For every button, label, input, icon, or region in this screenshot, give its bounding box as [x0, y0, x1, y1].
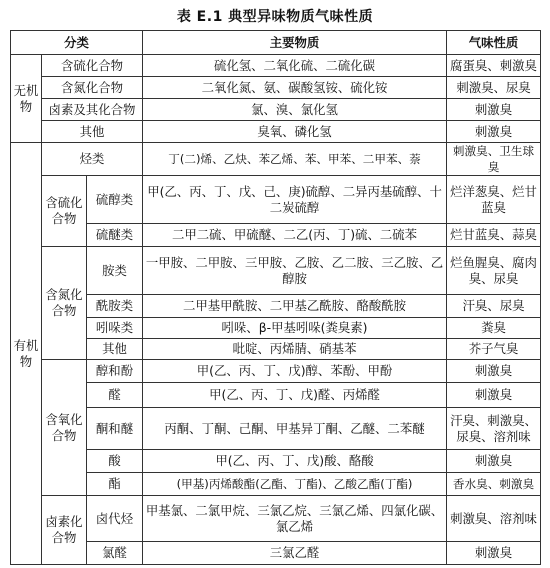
header-category: 分类: [11, 31, 143, 55]
row-name: 酮和醚: [87, 408, 143, 450]
row-name: 醛: [87, 383, 143, 408]
row-odor: 刺激臭、溶剂味: [447, 496, 541, 542]
header-substance: 主要物质: [143, 31, 447, 55]
row-substance: 丙酮、丁酮、己酮、甲基异丁酮、乙醚、二苯醚: [143, 408, 447, 450]
row-name: 氯醛: [87, 542, 143, 565]
row-name: 含氮化合物: [42, 77, 143, 99]
row-name: 醇和酚: [87, 360, 143, 383]
row-odor: 烂甘蓝臭、蒜臭: [447, 224, 541, 247]
row-odor: 汗臭、尿臭: [447, 295, 541, 318]
row-name: 硫醇类: [87, 176, 143, 224]
row-substance: 甲(乙、丙、丁、戊、己、庚)硫醇、二异丙基硫醇、十二炭硫醇: [143, 176, 447, 224]
row-substance: 硫化氢、二氧化硫、二硫化碳: [143, 55, 447, 77]
group-organic: 有机物: [11, 143, 42, 565]
row-substance: 甲(乙、丙、丁、戊)醇、苯酚、甲酚: [143, 360, 447, 383]
row-odor: 刺激臭: [447, 383, 541, 408]
row-substance: 三氯乙醛: [143, 542, 447, 565]
row-substance: 二甲二硫、甲硫醚、二乙(丙、丁)硫、二硫苯: [143, 224, 447, 247]
row-odor: 烂鱼腥臭、腐肉臭、尿臭: [447, 247, 541, 295]
subgroup-sulfur: 含硫化合物: [42, 176, 87, 247]
row-odor: 刺激臭、尿臭: [447, 77, 541, 99]
row-substance: 丁(二)烯、乙炔、苯乙烯、苯、甲苯、二甲苯、萘: [143, 143, 447, 176]
row-odor: 刺激臭: [447, 121, 541, 143]
row-substance: (甲基)丙烯酸酯(乙酯、丁酯)、乙酸乙酯(丁酯): [143, 473, 447, 496]
row-substance: 二甲基甲酰胺、二甲基乙酰胺、酪酸酰胺: [143, 295, 447, 318]
row-substance: 甲(乙、丙、丁、戊)醛、丙烯醛: [143, 383, 447, 408]
row-substance: 一甲胺、二甲胺、三甲胺、乙胺、乙二胺、三乙胺、乙醇胺: [143, 247, 447, 295]
row-name: 其他: [42, 121, 143, 143]
subgroup-oxygen: 含氧化合物: [42, 360, 87, 496]
row-substance: 吲哚、β-甲基吲哚(粪臭素): [143, 318, 447, 339]
row-name: 酸: [87, 450, 143, 473]
row-name: 卤素及其化合物: [42, 99, 143, 121]
row-odor: 刺激臭: [447, 542, 541, 565]
row-odor: 香水臭、刺激臭: [447, 473, 541, 496]
odor-properties-table: [10, 30, 541, 565]
row-substance: 二氧化氮、氨、碳酸氢铵、硫化铵: [143, 77, 447, 99]
row-name: 硫醚类: [87, 224, 143, 247]
row-substance: 臭氧、磷化氢: [143, 121, 447, 143]
subgroup-halogen: 卤素化合物: [42, 496, 87, 565]
row-odor: 芥子气臭: [447, 339, 541, 360]
row-odor: 刺激臭: [447, 99, 541, 121]
row-name: 卤代烃: [87, 496, 143, 542]
row-substance: 甲(乙、丙、丁、戊)酸、酪酸: [143, 450, 447, 473]
row-odor: 汗臭、刺激臭、尿臭、溶剂味: [447, 408, 541, 450]
row-substance: 甲基氯、二氯甲烷、三氯乙烷、三氯乙烯、四氯化碳、氯乙烯: [143, 496, 447, 542]
row-odor: 刺激臭: [447, 360, 541, 383]
row-name: 其他: [87, 339, 143, 360]
row-name: 酰胺类: [87, 295, 143, 318]
subgroup-nitrogen: 含氮化合物: [42, 247, 87, 360]
row-name: 胺类: [87, 247, 143, 295]
row-name: 烃类: [42, 143, 143, 176]
row-odor: 烂洋葱臭、烂甘蓝臭: [447, 176, 541, 224]
row-substance: 吡啶、丙烯腈、硝基苯: [143, 339, 447, 360]
row-name: 酯: [87, 473, 143, 496]
row-odor: 刺激臭: [447, 450, 541, 473]
row-odor: 刺激臭、卫生球臭: [447, 143, 541, 176]
group-inorganic: 无机物: [11, 55, 42, 143]
row-name: 吲哚类: [87, 318, 143, 339]
row-odor: 腐蛋臭、刺激臭: [447, 55, 541, 77]
header-odor: 气味性质: [447, 31, 541, 55]
row-substance: 氯、溴、氯化氢: [143, 99, 447, 121]
table-title: 表 E.1 典型异味物质气味性质: [176, 9, 374, 25]
row-name: 含硫化合物: [42, 55, 143, 77]
row-odor: 粪臭: [447, 318, 541, 339]
